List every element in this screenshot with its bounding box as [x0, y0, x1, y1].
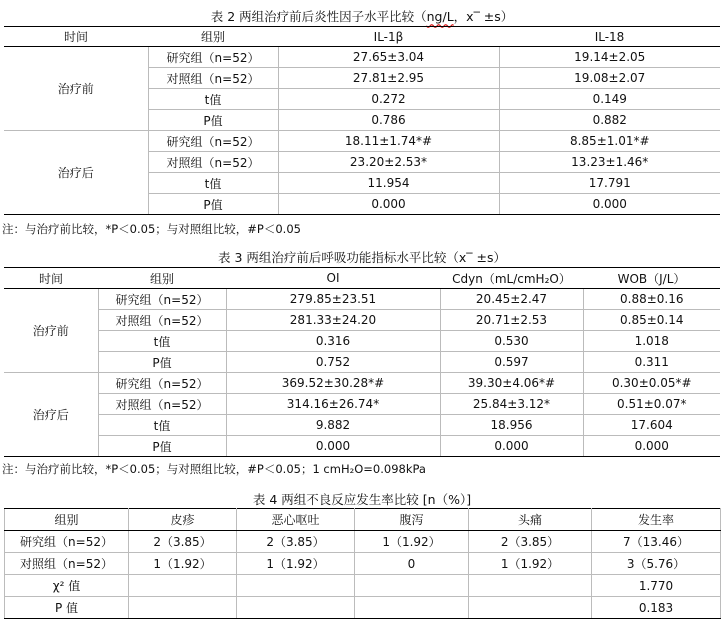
table2-row-label: 研究组（n=52）: [148, 131, 278, 152]
table4-cell: P 值: [5, 597, 129, 619]
table2-before-label: 治疗前: [57, 82, 94, 96]
table2-header-col2: IL-18: [499, 27, 720, 47]
table3-header-col3: WOB（J/L）: [583, 268, 720, 289]
table-row: [4, 131, 720, 152]
table4-cell: 1（1.92）: [355, 531, 469, 553]
table3-row-label: t值: [98, 415, 226, 436]
table2-caption-unit: ng/L: [426, 9, 454, 24]
table2-cell: 8.85±1.01*#: [499, 131, 720, 152]
table4-header: 恶心呕吐: [237, 509, 355, 531]
table3-cell: 314.16±26.74*: [226, 394, 440, 415]
table3-cell: 17.604: [583, 415, 720, 436]
table3-cell: 20.71±2.53: [440, 310, 583, 331]
table3-caption: 表 3 两组治疗前后呼吸功能指标水平比较（x‾ ±s）: [217, 250, 506, 265]
table4-cell: [129, 597, 237, 619]
table4-cell: 3（5.76）: [592, 553, 721, 575]
table-row: [5, 597, 721, 619]
table3-before-label: 治疗前: [32, 324, 69, 338]
table2-after-label: 治疗后: [4, 131, 148, 215]
table4-cell: 研究组（n=52）: [5, 531, 129, 553]
table3-cell: 0.000: [440, 436, 583, 457]
table2-row-label: P值: [148, 110, 278, 131]
table4-header: 皮疹: [129, 509, 237, 531]
table3-row-label: t值: [98, 331, 226, 352]
table2-cell: 23.20±2.53*: [278, 152, 499, 173]
table2-cell: 0.000: [499, 194, 720, 215]
table2-cell: 27.81±2.95: [278, 68, 499, 89]
table3: [4, 267, 720, 457]
table4-cell: 2（3.85）: [469, 531, 592, 553]
table2-row-label: P值: [148, 194, 278, 215]
table2-cell: 19.08±2.07: [499, 68, 720, 89]
table4-header: 发生率: [592, 509, 721, 531]
table2-row-label: 对照组（n=52）: [148, 68, 278, 89]
table2-cell: 13.23±1.46*: [499, 152, 720, 173]
table2-cell: 0.882: [499, 110, 720, 131]
table3-cell: 0.752: [226, 352, 440, 373]
table3-row-label: 对照组（n=52）: [98, 394, 226, 415]
table2-cell: 0.272: [278, 89, 499, 110]
table4-header: 头痛: [469, 509, 592, 531]
table3-after-label: 治疗后: [4, 373, 98, 457]
table3-cell: 0.316: [226, 331, 440, 352]
table4-cell: [469, 597, 592, 619]
table2-header-group: 组别: [148, 27, 278, 47]
table2-cell: 17.791: [499, 173, 720, 194]
table3-cell: 0.530: [440, 331, 583, 352]
table4-cell: 7（13.46）: [592, 531, 721, 553]
table-row: [5, 553, 721, 575]
table3-row-label: P值: [98, 436, 226, 457]
table4-header: 腹泻: [355, 509, 469, 531]
table3-cell: 18.956: [440, 415, 583, 436]
table-row: [4, 47, 720, 68]
table4: [4, 508, 721, 619]
table3-cell: 25.84±3.12*: [440, 394, 583, 415]
table4-cell: χ² 值: [5, 575, 129, 597]
table3-header-col1: OI: [226, 268, 440, 289]
table3-cell: 0.51±0.07*: [583, 394, 720, 415]
table3-header-time: 时间: [4, 268, 98, 289]
table2-cell: 0.000: [278, 194, 499, 215]
table2-row-label: t值: [148, 89, 278, 110]
table2-cell: 27.65±3.04: [278, 47, 499, 68]
table4-header-row: [5, 509, 721, 531]
table3-row-label: 对照组（n=52）: [98, 310, 226, 331]
table2-cell: 11.954: [278, 173, 499, 194]
table3-cell: 369.52±30.28*#: [226, 373, 440, 394]
table4-cell: 0.183: [592, 597, 721, 619]
table3-row-label: 研究组（n=52）: [98, 289, 226, 310]
table4-cell: [129, 575, 237, 597]
table2-cell: 0.786: [278, 110, 499, 131]
table3-cell: 0.30±0.05*#: [583, 373, 720, 394]
table2-row-label: 研究组（n=52）: [148, 47, 278, 68]
table-row: [4, 331, 720, 352]
table3-cell: 0.597: [440, 352, 583, 373]
table-row: [4, 310, 720, 331]
table2: [4, 26, 720, 215]
table4-cell: [355, 597, 469, 619]
table3-cell: 1.018: [583, 331, 720, 352]
table4-cell: 0: [355, 553, 469, 575]
table3-header-col2: Cdyn（mL/cmH₂O）: [440, 268, 583, 289]
table3-cell: 0.88±0.16: [583, 289, 720, 310]
table3-cell: 0.311: [583, 352, 720, 373]
table4-cell: [355, 575, 469, 597]
table4-cell: 对照组（n=52）: [5, 553, 129, 575]
table3-cell: 0.85±0.14: [583, 310, 720, 331]
table4-header: 组别: [5, 509, 129, 531]
table2-caption-suffix: ，x‾ ±s）: [453, 9, 514, 24]
table2-row-label: 对照组（n=52）: [148, 152, 278, 173]
table4-cell: [237, 575, 355, 597]
table2-cell: 19.14±2.05: [499, 47, 720, 68]
table4-cell: 2（3.85）: [129, 531, 237, 553]
table3-cell: 0.000: [226, 436, 440, 457]
table3-note: 注：与治疗前比较，*P＜0.05；与对照组比较，#P＜0.05；1 cmH₂O=0.098kPa: [2, 462, 426, 476]
table3-row-label: P值: [98, 352, 226, 373]
table4-cell: 1（1.92）: [129, 553, 237, 575]
table-row: [4, 289, 720, 310]
table4-caption: 表 4 两组不良反应发生率比较 [n（%）]: [252, 492, 472, 507]
table3-cell: 9.882: [226, 415, 440, 436]
table4-cell: [469, 575, 592, 597]
table3-header-group: 组别: [98, 268, 226, 289]
table4-cell: 1.770: [592, 575, 721, 597]
table2-row-label: t值: [148, 173, 278, 194]
table2-caption: [0, 7, 724, 25]
table-row: [4, 436, 720, 457]
table-row: [4, 352, 720, 373]
table3-row-label: 研究组（n=52）: [98, 373, 226, 394]
table2-note: 注：与治疗前比较，*P＜0.05；与对照组比较，#P＜0.05: [2, 222, 301, 236]
table-row: [5, 531, 721, 553]
table4-cell: [237, 597, 355, 619]
table3-cell: 39.30±4.06*#: [440, 373, 583, 394]
table-row: [4, 394, 720, 415]
table-row: [4, 415, 720, 436]
table2-header-col1: IL-1β: [278, 27, 499, 47]
table-row: [5, 575, 721, 597]
table2-header-time: 时间: [4, 27, 148, 47]
table4-cell: 2（3.85）: [237, 531, 355, 553]
table3-cell: 279.85±23.51: [226, 289, 440, 310]
table3-cell: 20.45±2.47: [440, 289, 583, 310]
table3-cell: 281.33±24.20: [226, 310, 440, 331]
table3-cell: 0.000: [583, 436, 720, 457]
table2-cell: 18.11±1.74*#: [278, 131, 499, 152]
table4-cell: 1（1.92）: [469, 553, 592, 575]
table2-cell: 0.149: [499, 89, 720, 110]
table4-cell: 1（1.92）: [237, 553, 355, 575]
table2-caption-prefix: 表 2 两组治疗前后炎性因子水平比较（: [210, 9, 427, 24]
table-row: [4, 373, 720, 394]
